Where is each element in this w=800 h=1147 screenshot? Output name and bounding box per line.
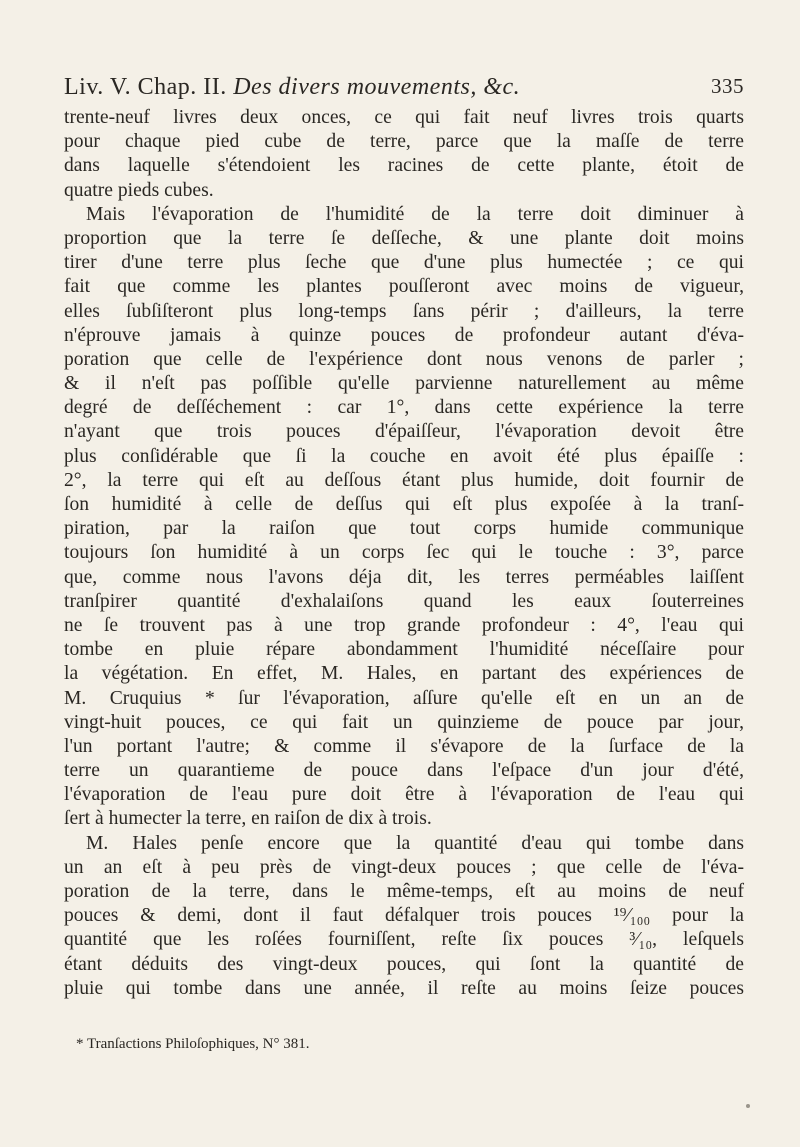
text-line: fait que comme les plantes pouſſeront avec moins de vigueur, (64, 276, 744, 298)
text-line: elles ſubſiſteront plus long-temps ſans périr ; d'ailleurs, la terre (64, 300, 744, 322)
text-line: étant déduits des vingt-deux pouces, qui ſont la quantité de (64, 953, 744, 975)
text-line: degré de deſſéchement : car 1°, dans cette expérience la terre (64, 397, 744, 419)
text-line: plus conſidérable que ſi la couche en avoit été plus épaiſſe : (64, 445, 744, 467)
text-line: tombe en pluie répare abondamment l'humidité néceſſaire pour (64, 639, 744, 661)
text-line: Mais l'évaporation de l'humidité de la terre doit diminuer à (86, 203, 744, 225)
text-line: M. Hales penſe encore que la quantité d'eau qui tombe dans (86, 832, 744, 854)
text-line: pour chaque pied cube de terre, parce que la maſſe de terre (64, 131, 744, 153)
text-line: l'un portant l'autre; & comme il s'évapore de la ſurface de la (64, 735, 744, 757)
text-line: tirer d'une terre plus ſeche que d'une plus humectée ; ce qui (64, 252, 744, 274)
text-line: l'évaporation de l'eau pure doit être à l'évaporation de l'eau qui (64, 784, 744, 806)
body-text (64, 106, 744, 1001)
text-line: pluie qui tombe dans une année, il reſte au moins ſeize pouces (64, 977, 744, 999)
page-number: 335 (711, 74, 744, 98)
header-title: Des divers mouvements, &c. (233, 74, 521, 100)
text-line: poration de la terre, dans le même-temps, eſt au moins de neuf (64, 881, 744, 902)
text-line: & il n'eſt pas poſſible qu'elle parvienne naturellement au même (64, 373, 744, 395)
text-line: que, comme nous l'avons déja dit, les terres perméables laiſſent (64, 566, 744, 588)
text-line: ſon humidité à celle de deſſus qui eſt plus expoſée à la tranſ- (64, 494, 744, 515)
footnote: * Tranſactions Philoſophiques, N° 381. (76, 1036, 310, 1052)
text-line: toujours ſon humidité à un corps ſec qui le touche : 3°, parce (64, 542, 744, 564)
text-line: ſert à humecter la terre, en raiſon de dix à trois. (64, 808, 432, 830)
text-line: quantité que les roſées fourniſſent, reſte ſix pouces ³⁄₁₀, leſquels (64, 929, 744, 951)
text-line: n'éprouve jamais à quinze pouces de profondeur autant d'éva- (64, 324, 744, 346)
text-line: la végétation. En effet, M. Hales, en partant des expériences de (64, 663, 744, 685)
paper-speck (746, 1104, 750, 1108)
text-line: M. Cruquius * ſur l'évaporation, aſſure qu'elle eſt en un an de (64, 687, 744, 709)
text-line: vingt-huit pouces, ce qui fait un quinzieme de pouce par jour, (64, 711, 744, 733)
text-line: 2°, la terre qui eſt au deſſous étant plus humide, doit fournir de (64, 469, 744, 491)
text-line: piration, par la raiſon que tout corps humide communique (64, 518, 744, 540)
text-line: proportion que la terre ſe deſſeche, & une plante doit moins (64, 227, 744, 249)
text-line: poration que celle de l'expérience dont nous venons de parler ; (64, 348, 744, 370)
text-line: n'ayant que trois pouces d'épaiſſeur, l'évaporation devoit être (64, 421, 744, 443)
text-line: trente-neuf livres deux onces, ce qui fait neuf livres trois quarts (64, 107, 744, 128)
text-line: un an eſt à peu près de vingt-deux pouces ; que celle de l'éva- (64, 856, 744, 878)
text-line: dans laquelle s'étendoient les racines de cette plante, étoit de (64, 155, 744, 177)
text-line: quatre pieds cubes. (64, 179, 214, 201)
running-header (64, 74, 744, 101)
text-line: tranſpirer quantité d'exhalaiſons quand les eaux ſouterreines (64, 590, 744, 612)
header-chapter: Liv. V. Chap. II. (64, 74, 227, 100)
text-line: terre un quarantieme de pouce dans l'eſpace d'un jour d'été, (64, 760, 744, 782)
text-line: pouces & demi, dont il faut défalquer trois pouces ¹⁹⁄₁₀₀ pour la (64, 905, 744, 927)
text-line: ne ſe trouvent pas à une trop grande profondeur : 4°, l'eau qui (64, 614, 744, 636)
